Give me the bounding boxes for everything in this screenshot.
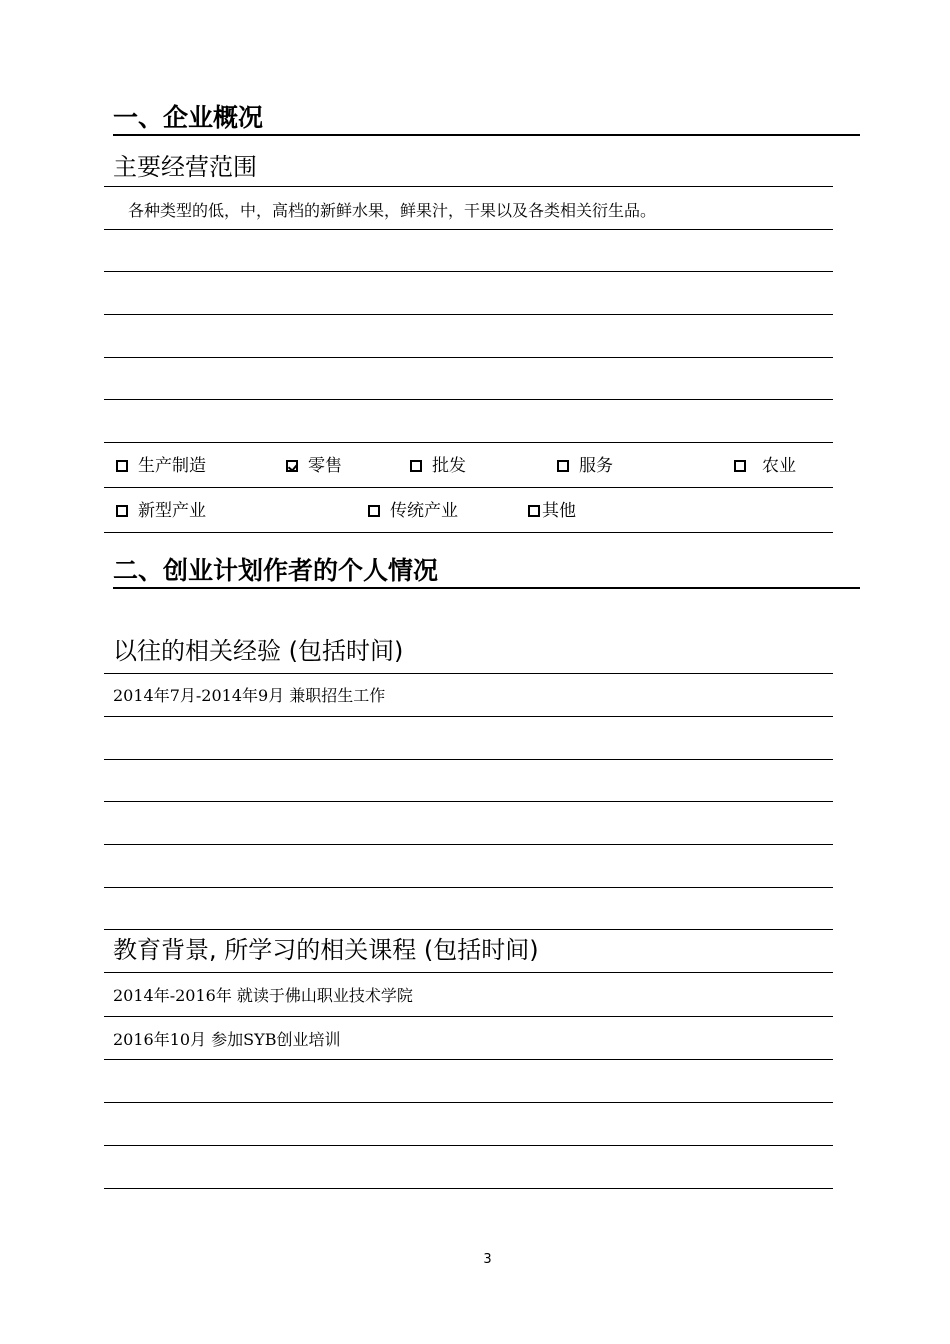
rule [104, 887, 833, 888]
checkbox-agriculture[interactable] [734, 455, 796, 477]
checkbox-icon[interactable] [116, 460, 128, 472]
rule [104, 442, 833, 443]
rule [104, 229, 833, 230]
section-2-rule [113, 587, 860, 589]
rule [104, 1016, 833, 1017]
checkbox-label: 零售 [308, 456, 342, 476]
rule [104, 487, 833, 488]
rule [104, 186, 833, 187]
rule [104, 532, 833, 533]
rule [104, 972, 833, 973]
checkbox-label: 生产制造 [138, 456, 206, 476]
checkbox-service[interactable] [557, 455, 613, 477]
rule [104, 271, 833, 272]
rule [104, 1059, 833, 1060]
checkbox-icon[interactable] [734, 460, 746, 472]
checkbox-new-industry[interactable] [116, 500, 206, 522]
checkbox-icon[interactable] [410, 460, 422, 472]
rule [104, 844, 833, 845]
rule [104, 357, 833, 358]
scope-label: 主要经营范围 [113, 153, 257, 181]
rule [104, 1188, 833, 1189]
rule [104, 1102, 833, 1103]
scope-text: 各种类型的低，中，高档的新鲜水果，鲜果汁，干果以及各类相关衍生品。 [128, 201, 657, 220]
rule [104, 673, 833, 674]
rule [104, 1145, 833, 1146]
rule [104, 801, 833, 802]
experience-entry: 2014年7月-2014年9月 兼职招生工作 [113, 686, 386, 705]
checkbox-label: 传统产业 [390, 501, 458, 521]
checkbox-label: 服务 [579, 456, 613, 476]
checkbox-label: 批发 [432, 456, 466, 476]
checkbox-wholesale[interactable] [410, 455, 466, 477]
rule [104, 399, 833, 400]
checkbox-icon[interactable] [368, 505, 380, 517]
rule [104, 929, 833, 930]
checkbox-traditional-industry[interactable] [368, 500, 458, 522]
checkbox-label: 新型产业 [138, 501, 206, 521]
experience-label: 以往的相关经验 (包括时间) [113, 637, 404, 665]
section-2-title: 二、创业计划作者的个人情况 [113, 556, 439, 585]
page-number: 3 [483, 1252, 492, 1267]
checkbox-icon[interactable] [528, 505, 540, 517]
section-1-title: 一、企业概况 [113, 103, 264, 132]
checkbox-production[interactable] [116, 455, 206, 477]
checked-checkbox-icon[interactable] [286, 460, 298, 472]
checkbox-retail[interactable] [286, 455, 342, 477]
rule [104, 759, 833, 760]
checkbox-icon[interactable] [116, 505, 128, 517]
section-1-rule [113, 134, 860, 136]
checkbox-other[interactable] [528, 500, 576, 522]
checkbox-icon[interactable] [557, 460, 569, 472]
education-entry: 2014年-2016年 就读于佛山职业技术学院 [113, 986, 413, 1005]
rule [104, 314, 833, 315]
education-entry: 2016年10月 参加SYB创业培训 [113, 1030, 341, 1049]
checkbox-label: 农业 [762, 456, 796, 476]
rule [104, 716, 833, 717]
education-label: 教育背景, 所学习的相关课程 (包括时间) [113, 936, 539, 964]
checkbox-label: 其他 [542, 501, 576, 521]
